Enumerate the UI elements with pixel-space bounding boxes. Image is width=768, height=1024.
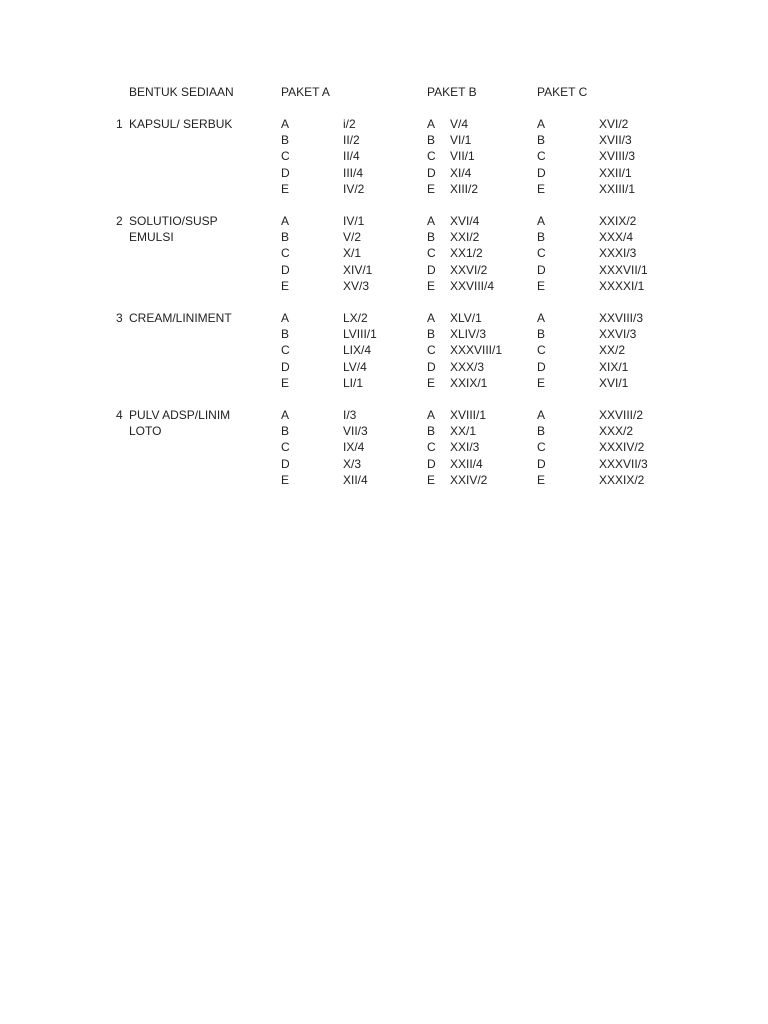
paket-a-label: B [281,327,290,341]
paket-c-label: E [537,376,546,390]
paket-c-value: XIX/1 [599,360,629,374]
paket-b-label: D [427,263,436,277]
paket-b-label: D [427,360,436,374]
paket-a-value: I/3 [343,408,357,422]
paket-c-label: D [537,360,546,374]
paket-c-label: B [537,133,546,147]
paket-a-label: A [281,214,290,228]
paket-a-label: B [281,230,290,244]
paket-b-value: XX/1 [450,424,477,438]
paket-c-value: XXXVII/1 [599,263,648,277]
paket-a-value: VII/3 [343,424,368,438]
paket-a-label: E [281,376,290,390]
paket-a-value: X/3 [343,457,362,471]
header-bentuk-sediaan: BENTUK SEDIAAN [129,85,234,99]
paket-c-label: A [537,408,546,422]
header-paket-b: PAKET B [427,85,477,99]
paket-a-label: D [281,166,290,180]
paket-a-label: C [281,343,290,357]
paket-a-label: B [281,133,290,147]
paket-a-label: D [281,360,290,374]
paket-a-value: LX/2 [343,311,368,325]
bentuk-sediaan-name: LOTO [129,424,162,439]
paket-c-value: XXXI/3 [599,246,637,260]
paket-b-value: XXIX/1 [450,376,488,390]
paket-b-value: XI/4 [450,166,472,180]
paket-a-value: IX/4 [343,440,365,454]
paket-c-label: D [537,166,546,180]
paket-a-label: C [281,149,290,163]
paket-c-value: XXVI/3 [599,327,637,341]
paket-a-value: LV/4 [343,360,367,374]
paket-a-label: D [281,457,290,471]
paket-b-label: A [427,408,436,422]
paket-a-value: IV/1 [343,214,365,228]
paket-c-label: C [537,149,546,163]
paket-b-label: B [427,133,436,147]
paket-c-value: XXVIII/2 [599,408,644,422]
paket-b-value: V/4 [450,117,469,131]
paket-b-label: B [427,230,436,244]
paket-b-value: VI/1 [450,133,472,147]
paket-a-label: C [281,246,290,260]
paket-b-value: VII/1 [450,149,475,163]
paket-b-value: XIII/2 [450,182,479,196]
paket-b-label: A [427,311,436,325]
paket-c-value: XXVIII/3 [599,311,644,325]
paket-c-label: B [537,327,546,341]
paket-c-value: XXXIV/2 [599,440,645,454]
paket-a-label: A [281,311,290,325]
paket-c-value: XXXIX/2 [599,473,645,487]
paket-c-label: C [537,343,546,357]
paket-a-value: II/2 [343,133,360,147]
paket-b-value: XLIV/3 [450,327,487,341]
paket-c-label: E [537,279,546,293]
paket-a-value: II/4 [343,149,360,163]
paket-c-value: XX/2 [599,343,626,357]
bentuk-sediaan-name: PULV ADSP/LINIM [129,408,231,422]
paket-b-label: A [427,214,436,228]
paket-c-label: A [537,117,546,131]
paket-c-value: XVI/1 [599,376,629,390]
paket-b-value: XXIV/2 [450,473,488,487]
paket-b-value: XXI/2 [450,230,480,244]
paket-c-value: XXXVII/3 [599,457,648,471]
paket-c-value: XVI/2 [599,117,629,131]
paket-a-value: XII/4 [343,473,368,487]
header-paket-a: PAKET A [281,85,330,99]
paket-c-label: A [537,311,546,325]
paket-b-value: XXII/4 [450,457,483,471]
paket-c-label: B [537,230,546,244]
paket-b-label: C [427,343,436,357]
paket-b-label: B [427,327,436,341]
paket-a-value: i/2 [343,117,356,131]
paket-c-value: XXIII/1 [599,182,636,196]
paket-c-label: A [537,214,546,228]
paket-b-label: E [427,473,436,487]
paket-c-label: C [537,246,546,260]
paket-c-label: E [537,473,546,487]
paket-a-label: A [281,408,290,422]
paket-b-value: XXXVIII/1 [450,343,503,357]
paket-c-value: XXX/2 [599,424,634,438]
paket-c-value: XVII/3 [599,133,632,147]
group-number: 2 [116,214,123,228]
paket-b-label: A [427,117,436,131]
paket-b-label: B [427,424,436,438]
paket-b-value: XVI/4 [450,214,480,228]
header-paket-c: PAKET C [537,85,588,99]
paket-a-value: LVIII/1 [343,327,377,341]
paket-b-value: XXX/3 [450,360,485,374]
paket-b-label: E [427,279,436,293]
bentuk-sediaan-name: KAPSUL/ SERBUK [129,117,233,131]
paket-b-label: C [427,440,436,454]
paket-b-value: XVIII/1 [450,408,487,422]
bentuk-sediaan-name: SOLUTIO/SUSP [129,214,218,228]
group-number: 4 [116,408,123,422]
paket-c-value: XXX/4 [599,230,634,244]
paket-c-label: D [537,263,546,277]
bentuk-sediaan-name: EMULSI [129,230,174,245]
paket-b-label: D [427,457,436,471]
paket-b-label: E [427,376,436,390]
paket-b-label: C [427,149,436,163]
paket-c-label: E [537,182,546,196]
paket-a-value: X/1 [343,246,362,260]
paket-c-value: XXII/1 [599,166,632,180]
paket-a-value: LIX/4 [343,343,372,357]
paket-b-label: E [427,182,436,196]
paket-b-label: D [427,166,436,180]
paket-a-value: XIV/1 [343,263,373,277]
paket-a-label: D [281,263,290,277]
paket-c-value: XXIX/2 [599,214,637,228]
paket-b-value: XLV/1 [450,311,482,325]
paket-a-value: XV/3 [343,279,370,293]
paket-c-label: D [537,457,546,471]
paket-a-label: B [281,424,290,438]
paket-b-value: XXVIII/4 [450,279,495,293]
paket-a-value: V/2 [343,230,362,244]
paket-b-value: XXVI/2 [450,263,488,277]
paket-a-value: IV/2 [343,182,365,196]
paket-b-value: XXI/3 [450,440,480,454]
paket-b-value: XX1/2 [450,246,483,260]
bentuk-sediaan-name: CREAM/LINIMENT [129,311,232,325]
group-number: 1 [116,117,123,131]
group-number: 3 [116,311,123,325]
paket-c-label: C [537,440,546,454]
paket-a-label: E [281,182,290,196]
paket-a-label: E [281,279,290,293]
paket-a-label: E [281,473,290,487]
paket-a-value: III/4 [343,166,364,180]
paket-b-label: C [427,246,436,260]
paket-c-value: XVIII/3 [599,149,636,163]
paket-c-label: B [537,424,546,438]
paket-a-value: LI/1 [343,376,364,390]
paket-a-label: C [281,440,290,454]
paket-a-label: A [281,117,290,131]
paket-c-value: XXXXI/1 [599,279,645,293]
